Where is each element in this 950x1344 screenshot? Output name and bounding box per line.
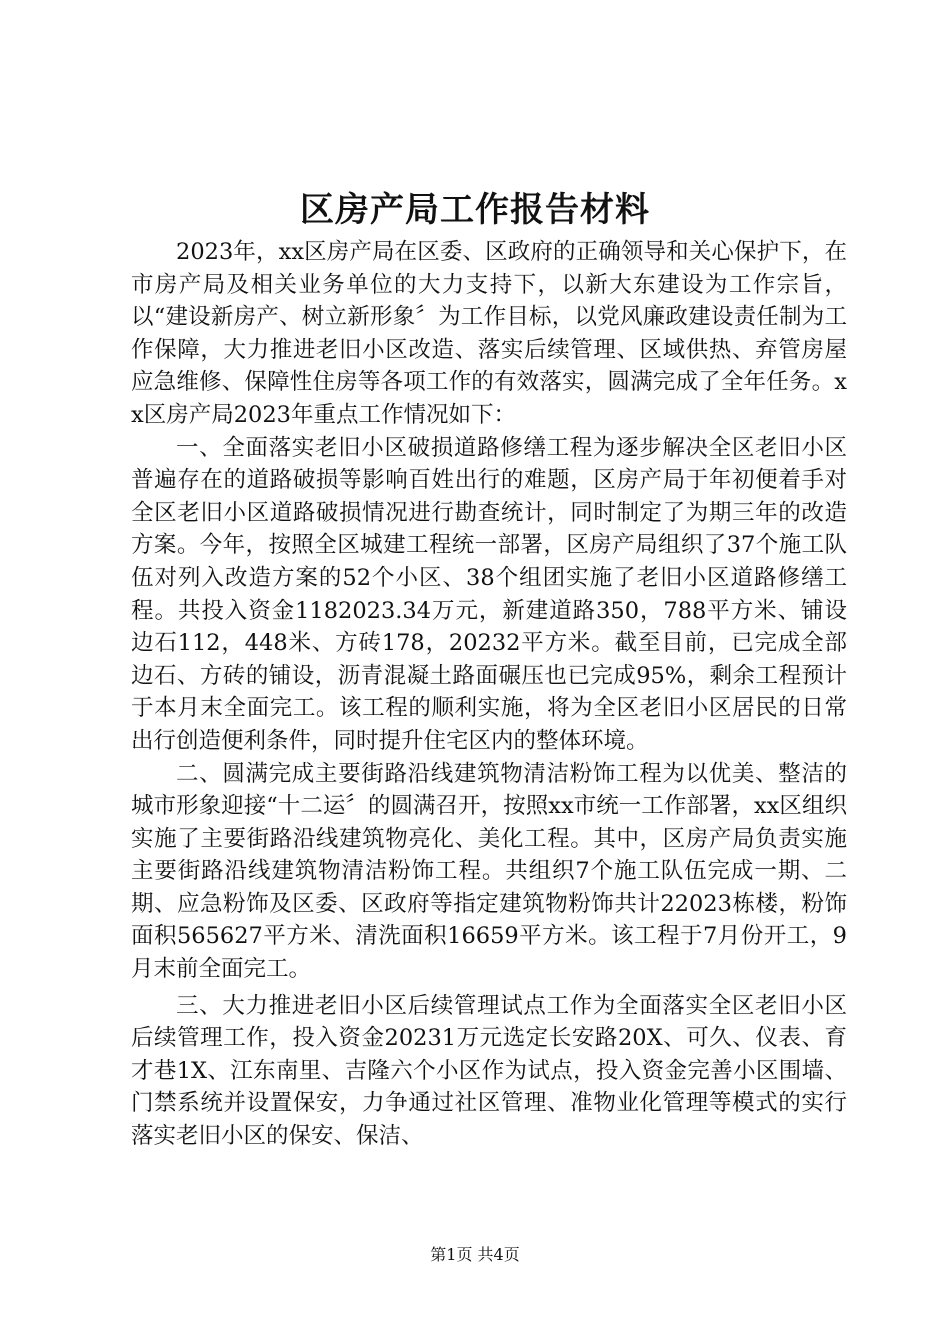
paragraph-intro: 2023年，xx区房产局在区委、区政府的正确领导和关心保护下，在市房产局及相关业务单位的大力支持下，以新大东建设为工作宗旨，以“建设新房产、树立新形象〞为工作目标，以党风廉政建设责任制为工作保障，大力推进老旧小区改造、落实后续管理、区域供热、弃管房屋应急维修、保障性住房等各项工作的有效落实，圆满完成了全年任务。xx区房产局2023年重点工作情况如下： — [131, 239, 847, 428]
paragraph-section-3: 三、大力推进老旧小区后续管理试点工作为全面落实全区老旧小区后续管理工作，投入资金20231万元选定长安路20X、可久、仪表、育才巷1X、江东南里、吉隆六个小区作为试点，投入资金完善小区围墙、门禁系统并设置保安，力争通过社区管理、准物业化管理等模式的实行落实老旧小区的保安、保洁、 — [131, 992, 847, 1150]
paragraph-section-1: 一、全面落实老旧小区破损道路修缮工程为逐步解决全区老旧小区普遍存在的道路破损等影响百姓出行的难题，区房产局于年初便着手对全区老旧小区道路破损情况进行勘查统计，同时制定了为期三年的改造方案。今年，按照全区城建工程统一部署，区房产局组织了37个施工队伍对列入改造方案的52个小区、38个组团实施了老旧小区道路修缮工程。共投入资金1182023.34万元，新建道路350，788平方米、铺设边石112，448米、方砖178，20232平方米。截至目前，已完成全部边石、方砖的铺设，沥青混凝土路面碾压也已完成95%，剩余工程预计于本月末全面完工。该工程的顺利实施，将为全区老旧小区居民的日常出行创造便利条件，同时提升住宅区内的整体环境。 — [131, 434, 847, 754]
page-footer: 第1页 共4页 — [430, 1245, 520, 1264]
document-title: 区房产局工作报告材料 — [300, 190, 650, 230]
paragraph-section-2: 二、圆满完成主要街路沿线建筑物清洁粉饰工程为以优美、整洁的城市形象迎接“十二运〞的圆满召开，按照xx市统一工作部署，xx区组织实施了主要街路沿线建筑物亮化、美化工程。其中，区房产局负责实施主要街路沿线建筑物清洁粉饰工程。共组织7个施工队伍完成一期、二期、应急粉饰及区委、区政府等指定建筑物粉饰共计22023栋楼，粉饰面积565627平方米、清洗面积16659平方米。该工程于7月份开工，9月末前全面完工。 — [131, 760, 847, 983]
document-body — [131, 236, 847, 1153]
